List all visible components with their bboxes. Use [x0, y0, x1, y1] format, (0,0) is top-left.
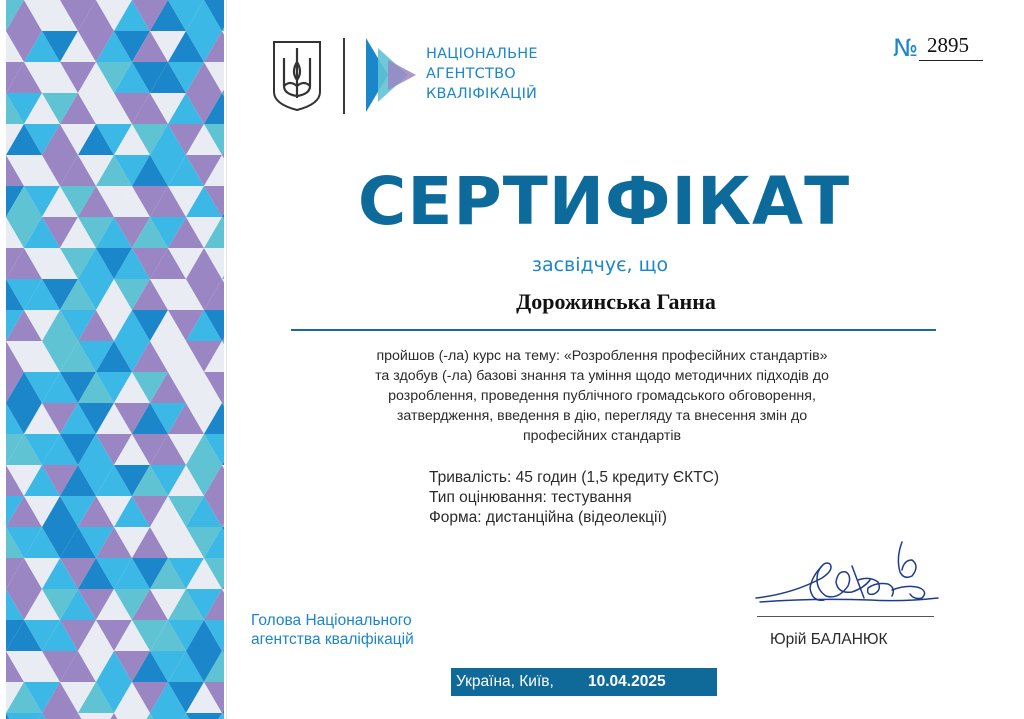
agency-name-line2: АГЕНТСТВО: [426, 66, 516, 82]
course-line: затвердження, введення в дію, перегляду та внесення змін до: [396, 408, 808, 424]
pattern-triangle: [114, 713, 150, 719]
signatory-title: [251, 611, 414, 649]
assessment-text: Тип оцінювання: тестування: [429, 489, 632, 506]
recipient-underline: [291, 329, 936, 331]
number-sign: №: [893, 34, 918, 62]
pattern-divider: [226, 0, 227, 719]
course-line: та здобув (-ла) базові знання та уміння щодо методичних підходів до: [375, 368, 829, 384]
course-line: пройшов (-ла) курс на тему: «Розроблення професійних стандартів»: [376, 348, 828, 364]
pattern-triangle: [6, 713, 42, 719]
agency-name: [426, 44, 538, 104]
handwritten-signature: [752, 536, 942, 612]
issue-place: Україна, Київ,: [456, 673, 554, 690]
course-line: професійних стандартів: [522, 428, 682, 444]
pattern-triangle: [186, 713, 222, 719]
course-details: [429, 468, 719, 528]
course-description: [316, 346, 888, 446]
signatory-name: Юрій БАЛАНЮК: [770, 631, 888, 648]
signatory-title-line2: агентства кваліфікацій: [251, 631, 414, 648]
pattern-triangle: [150, 713, 186, 719]
duration-text: Тривалість: 45 годин (1,5 кредиту ЄКТС): [429, 469, 720, 486]
agency-name-line1: НАЦІОНАЛЬНЕ: [426, 46, 538, 62]
number-underline: [919, 60, 983, 61]
agency-name-line3: КВАЛІФІКАЦІЙ: [426, 86, 538, 102]
pattern-triangle: [42, 713, 78, 719]
trident-emblem-icon: [272, 40, 322, 112]
format-text: Форма: дистанційна (відеолекції): [429, 509, 667, 526]
signatory-title-line1: Голова Національного: [251, 612, 412, 629]
attests-text: засвідчує, що: [531, 254, 669, 276]
issue-date: 10.04.2025: [588, 673, 666, 690]
recipient-name: Дорожинська Ганна: [516, 289, 716, 314]
course-line: розроблення, проведення публічного громадського обговорення,: [388, 388, 816, 404]
certificate-title: СЕРТИФІКАТ: [357, 163, 851, 240]
signature-line: [757, 616, 934, 617]
decorative-pattern-band: [6, 0, 224, 719]
certificate-number-value: 2895: [927, 33, 969, 57]
certificate-number: [893, 30, 983, 64]
agency-logo-icon: [366, 38, 416, 112]
logo-divider: [343, 38, 345, 114]
pattern-triangle: [78, 713, 114, 719]
